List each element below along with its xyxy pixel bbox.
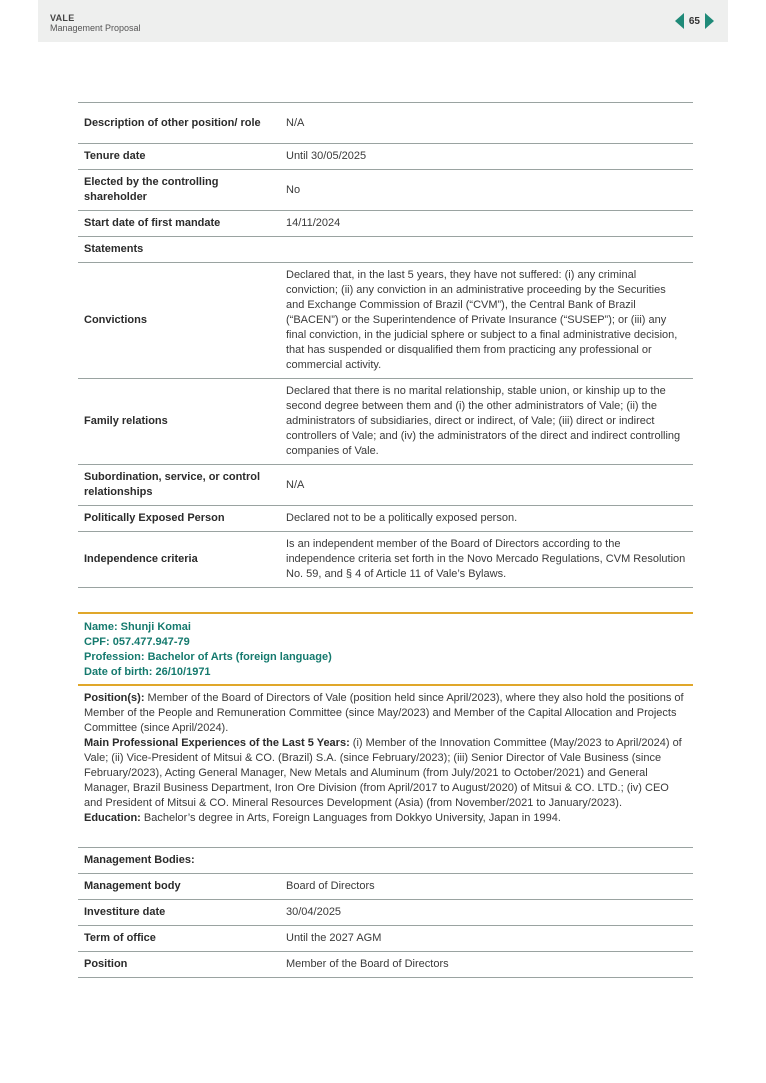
field-label: Management body [78,874,280,900]
education-text: Bachelor’s degree in Arts, Foreign Languages from Dokkyo University, Japan in 1994. [140,812,561,824]
table-row [78,465,693,506]
management-bodies-table [78,847,693,978]
field-label: Term of office [78,926,280,952]
field-label: Description of other position/ role [78,103,280,144]
field-value: Declared that there is no marital relationship, stable union, or kinship up to the second degree between them and (i) the other administrators of Vale; (ii) the administrators of subsidiaries, direct or indirect, of Vale; (iii) direct or indirect controllers of Vale; and (iv) the administrators of the direct and indirect controlling companies of Vale. [280,379,693,465]
document-subtitle: Management Proposal [50,23,141,33]
table-row [78,263,693,379]
officer-details-table [78,102,693,588]
table-row [78,103,693,144]
field-value: Until 30/05/2025 [280,144,693,170]
positions-text: Member of the Board of Directors of Vale (position held since April/2023), where they also hold the positions of Member of the People and Remuneration Committee (since May/2023) and Member of the Capital Allocation and Projects Committee (since April/2024). [84,692,684,734]
table-row [78,532,693,588]
field-label: Position [78,952,280,978]
field-value: 30/04/2025 [280,900,693,926]
page-number: 65 [688,15,700,27]
table-row [78,170,693,211]
person-birth-date: Date of birth: 26/10/1971 [84,666,211,678]
field-label: Independence criteria [78,532,280,588]
field-value: Member of the Board of Directors [280,952,693,978]
section-label: Management Bodies: [78,848,280,874]
previous-page-icon[interactable] [675,13,684,29]
person-name: Name: Shunji Komai [84,621,191,633]
field-label: Investiture date [78,900,280,926]
table-row [78,506,693,532]
education-label: Education: [84,812,141,824]
field-label: Subordination, service, or control relationships [78,465,280,506]
person-biography [78,686,693,831]
experience-text: (i) Member of the Innovation Committee (May/2023 to April/2024) of Vale; (ii) Vice-President of Mitsui & CO. (Brazil) S.A. (since February/2023); (iii) Senior Director of Vale Business (since February/2023), Acting General Manager, New Metals and Aluminum (from July/2021 to October/2021) and General Manager, Brazil Business Department, Iron Ore Division (from April/2017 to August/2020) of Mitsui & CO. LTD.; (iv) CEO and President of Mitsui & CO. Mineral Resources Development (Asia) (from November/2021 to January/2023). [84,737,682,809]
field-value: Declared not to be a politically exposed person. [280,506,693,532]
person-header [78,612,693,686]
table-row [78,848,693,874]
field-value: Board of Directors [280,874,693,900]
experience-paragraph [84,736,687,811]
table-row [78,900,693,926]
positions-paragraph [84,691,687,736]
field-value [280,848,693,874]
person-profession: Profession: Bachelor of Arts (foreign language) [84,651,332,663]
table-row [78,237,693,263]
positions-label: Position(s): [84,692,145,704]
table-row [78,144,693,170]
field-label: Tenure date [78,144,280,170]
field-label: Start date of first mandate [78,211,280,237]
section-label: Statements [78,237,280,263]
page-header [38,0,728,42]
field-value: N/A [280,103,693,144]
field-value: No [280,170,693,211]
table-row [78,379,693,465]
field-value: Is an independent member of the Board of Directors according to the independence criteria set forth in the Novo Mercado Regulations, CVM Resolution No. 59, and § 4 of Article 11 of Vale’s Bylaws. [280,532,693,588]
person-profile [78,612,693,831]
person-cpf: CPF: 057.477.947-79 [84,636,190,648]
field-label: Convictions [78,263,280,379]
page-navigation [675,13,714,29]
field-value: Until the 2027 AGM [280,926,693,952]
next-page-icon[interactable] [705,13,714,29]
field-value: 14/11/2024 [280,211,693,237]
experience-label: Main Professional Experiences of the Last 5 Years: [84,737,350,749]
field-value [280,237,693,263]
table-row [78,211,693,237]
field-label: Elected by the controlling shareholder [78,170,280,211]
field-value: Declared that, in the last 5 years, they have not suffered: (i) any criminal conviction; (ii) any conviction in an administrative proceeding by the Securities and Exchange Commission of Brazil (“CVM”), the Central Bank of Brazil (“BACEN”) or the Superintendence of Private Insurance (“SUSEP”); or (iii) any final conviction, in the judicial sphere or subject to a final administrative decision, that has suspended or disqualified them from practicing any professional or commercial activity. [280,263,693,379]
table-row [78,926,693,952]
brand-name: VALE [50,13,75,23]
table-row [78,952,693,978]
field-label: Politically Exposed Person [78,506,280,532]
field-label: Family relations [78,379,280,465]
education-paragraph [84,811,687,826]
table-row [78,874,693,900]
field-value: N/A [280,465,693,506]
